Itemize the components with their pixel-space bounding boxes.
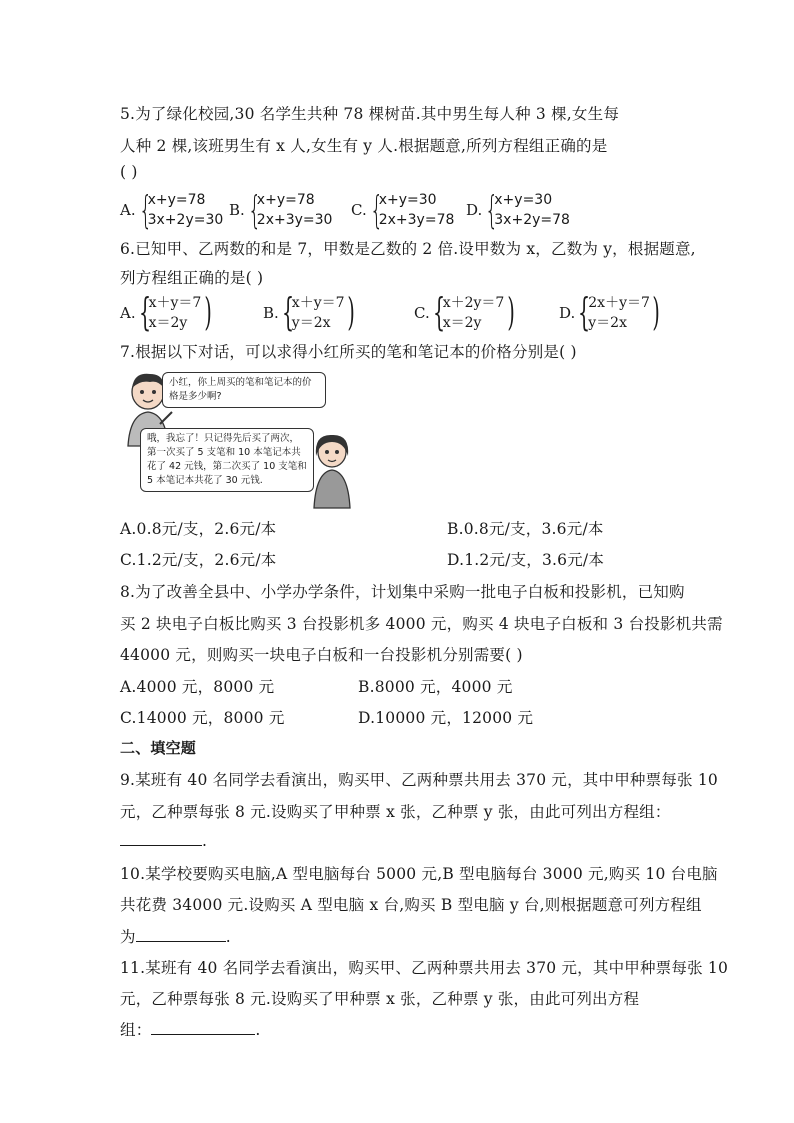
equation-2: 2x+3y=78 [378,212,455,228]
right-paren-icon: ) [347,290,355,334]
q6-option-a[interactable] [120,290,212,334]
left-brace-icon: { [485,188,499,232]
equation-2: y＝2x [588,315,627,331]
q6-option-b[interactable] [263,290,355,334]
q7-option-b[interactable] [447,517,604,539]
left-brace-icon: { [138,290,151,334]
q6-line2: 列方程组正确的是( ) [120,269,264,287]
equation-1: x+y=30 [494,192,553,208]
equation-system [370,190,455,230]
option-text: 1.2元/支，2.6元/本 [136,551,277,569]
equation-2: x＝2y [148,315,188,331]
equation-system [248,190,333,230]
option-text: 10000 元，12000 元 [375,709,534,727]
q9-line2: 元，乙种票每张 8 元.设购买了甲种票 x 张，乙种票 y 张，由此可列出方程组： [120,803,671,821]
left-brace-icon: { [432,290,445,334]
option-label: A. [120,520,137,538]
option-label: A. [120,201,136,219]
prefix: 组： [120,1021,152,1039]
equation-1: 2x＋y＝7 [588,295,650,311]
equation-system [485,190,570,230]
option-text: 0.8元/支，2.6元/本 [136,520,277,538]
left-brace-icon: { [247,188,262,232]
option-label: D. [559,304,576,322]
option-text: 8000 元，4000 元 [374,678,513,696]
answer-blank[interactable] [151,1020,255,1035]
q11-line3 [120,1018,261,1040]
q8-option-a[interactable] [120,675,274,697]
equation-system [139,190,224,230]
q10-line3 [120,925,231,947]
option-label: C. [120,551,137,569]
q10-line2: 共花费 34000 元.设购买 A 型电脑 x 台,购买 B 型电脑 y 台,则根据题意可列方程组 [120,896,702,914]
equation-system [578,290,660,334]
speech-bubble-girl: 哦，我忘了！只记得先后买了两次，第一次买了 5 支笔和 10 本笔记本共花了 42 元钱，第二次买了 10 支笔和 5 本笔记本共花了 30 元钱. [140,428,314,492]
equation-1: x＋y＝7 [291,295,345,311]
prefix: 为 [120,928,136,946]
q9-line3 [120,831,207,850]
option-text: 0.8元/支，3.6元/本 [463,520,604,538]
equation-system [281,290,355,334]
right-paren-icon: ) [652,290,660,334]
option-label: B. [447,520,464,538]
option-label: A. [120,678,137,696]
equation-1: x+y=30 [378,192,437,208]
equation-2: y＝2x [291,315,331,331]
option-label: B. [358,678,375,696]
q5-line3: ( ) [120,163,138,181]
section-title: 二、填空题 [120,739,197,757]
q6-option-c[interactable] [414,290,515,334]
option-label: D. [358,709,376,727]
period: . [225,928,231,946]
left-brace-icon: { [281,290,294,334]
option-label: C. [351,201,367,219]
answer-blank[interactable] [136,927,226,942]
q5-line1: 5.为了绿化校园,30 名学生共种 78 棵树苗.其中男生每人种 3 棵,女生每 [120,105,620,123]
left-brace-icon: { [138,188,152,232]
option-label: A. [120,304,136,322]
q5-option-b[interactable] [229,190,332,230]
equation-2: 2x+3y=30 [256,212,333,228]
q5-line2: 人种 2 棵,该班男生有 x 人,女生有 y 人.根据题意,所列方程组正确的是 [120,137,608,155]
left-brace-icon: { [369,188,384,232]
option-text: 4000 元，8000 元 [136,678,275,696]
q5-option-d[interactable] [466,190,570,230]
answer-blank[interactable] [120,831,202,846]
period: . [255,1021,261,1039]
option-text: 1.2元/支，3.6元/本 [464,551,605,569]
q7-line1: 7.根据以下对话，可以求得小红所买的笔和笔记本的价格分别是( ) [120,343,577,361]
equation-2: x＝2y [442,315,482,331]
q9-line1: 9.某班有 40 名同学去看演出，购买甲、乙两种票共用去 370 元，其中甲种票每张 10 [120,771,718,789]
equation-2: 3x+2y=30 [147,212,224,228]
girl-icon [310,430,356,510]
equation-system [138,290,212,334]
q8-line1: 8.为了改善全县中、小学办学条件，计划集中采购一批电子白板和投影机，已知购 [120,583,685,601]
speech-bubble-boy: 小红，你上周买的笔和笔记本的价格是多少啊? [162,372,326,408]
equation-1: x+y=78 [256,192,315,208]
option-label: C. [414,304,430,322]
q11-line1: 11.某班有 40 名同学去看演出，购买甲、乙两种票共用去 370 元，其中甲种票每张 10 [120,959,729,977]
q8-option-c[interactable] [120,706,285,728]
q7-option-d[interactable] [447,548,604,570]
q8-option-d[interactable] [358,706,533,728]
q8-option-b[interactable] [358,675,513,697]
equation-1: x＋y＝7 [148,295,202,311]
q6-option-d[interactable] [559,290,660,334]
option-text: 14000 元，8000 元 [136,709,285,727]
q6-line1: 6.已知甲、乙两数的和是 7，甲数是乙数的 2 倍.设甲数为 x，乙数为 y，根据题意, [120,240,696,258]
option-label: D. [447,551,465,569]
dialogue-illustration [120,368,350,512]
equation-1: x＋2y＝7 [442,295,505,311]
left-brace-icon: { [578,290,591,334]
q5-option-a[interactable] [120,190,223,230]
option-label: D. [466,201,483,219]
equation-system [432,290,515,334]
option-label: B. [263,304,279,322]
equation-2: 3x+2y=78 [494,212,570,228]
q7-option-a[interactable] [120,517,276,539]
q8-line3: 44000 元，则购买一块电子白板和一台投影机分别需要( ) [120,646,523,664]
option-label: C. [120,709,137,727]
right-paren-icon: ) [203,290,212,334]
option-label: B. [229,201,245,219]
q7-option-c[interactable] [120,548,277,570]
q11-line2: 元，乙种票每张 8 元.设购买了甲种票 x 张，乙种票 y 张，由此可列出方程 [120,990,640,1008]
q8-line2: 买 2 块电子白板比购买 3 台投影机多 4000 元，购买 4 块电子白板和 3 台投影机共需 [120,615,723,633]
q5-option-c[interactable] [351,190,454,230]
q10-line1: 10.某学校要购买电脑,A 型电脑每台 5000 元,B 型电脑每台 3000 元,购买 10 台电脑 [120,865,718,883]
period: . [202,832,208,850]
right-paren-icon: ) [506,290,515,334]
equation-1: x+y=78 [147,192,206,208]
